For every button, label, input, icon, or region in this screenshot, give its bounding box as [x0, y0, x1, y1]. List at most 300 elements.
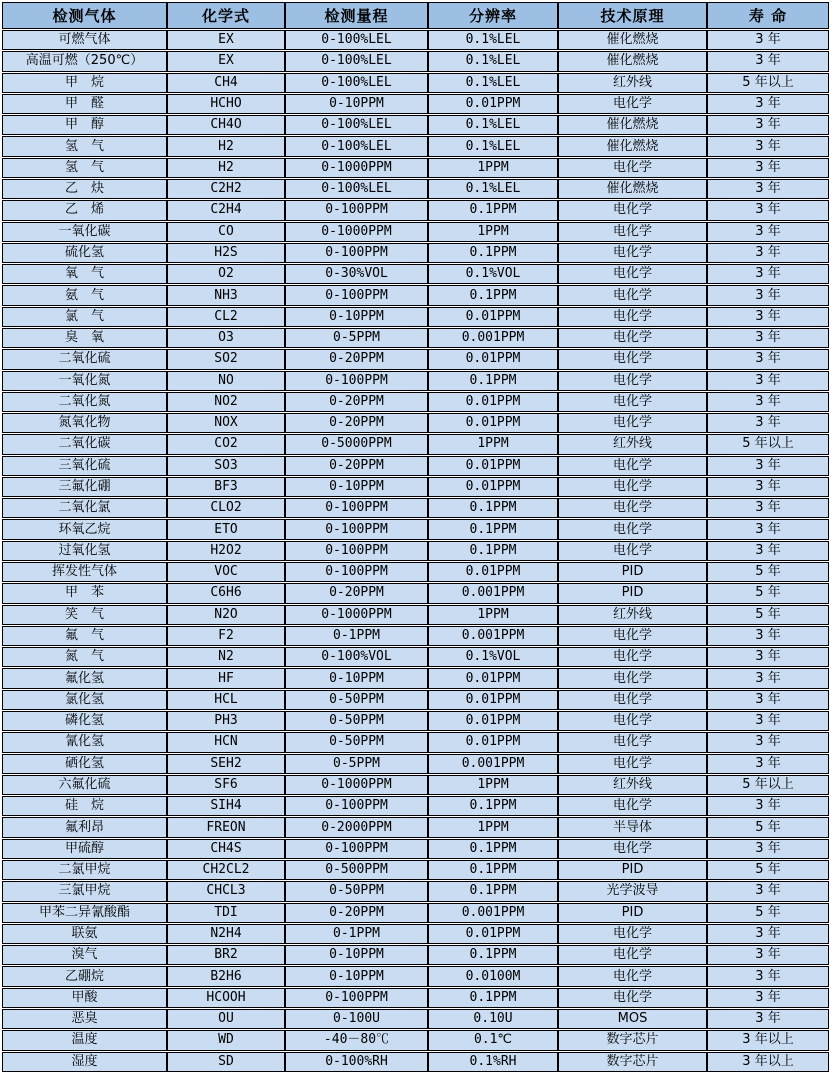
table-row — [2, 222, 829, 242]
cell-lifespan: 3 年 — [707, 1009, 829, 1029]
table-row — [2, 434, 829, 454]
cell-lifespan: 5 年 — [707, 860, 829, 880]
cell-lifespan: 3 年 — [707, 647, 829, 667]
cell-resolution: 0.01PPM — [428, 477, 558, 497]
cell-principle: 电化学 — [558, 988, 707, 1008]
cell-formula: EX — [167, 51, 285, 71]
cell-range: 0-1PPM — [285, 924, 428, 944]
table-row — [2, 966, 829, 986]
cell-formula: CLO2 — [167, 498, 285, 518]
cell-range: 0-10PPM — [285, 477, 428, 497]
cell-range: 0-20PPM — [285, 456, 428, 476]
cell-gas: 溴气 — [2, 945, 167, 965]
table-row — [2, 626, 829, 646]
cell-principle: 电化学 — [558, 647, 707, 667]
cell-formula: HCOOH — [167, 988, 285, 1008]
cell-formula: CHCL3 — [167, 881, 285, 901]
cell-lifespan: 3 年 — [707, 115, 829, 135]
cell-lifespan: 3 年 — [707, 328, 829, 348]
cell-lifespan: 3 年 — [707, 243, 829, 263]
cell-gas: 甲 醇 — [2, 115, 167, 135]
cell-principle: 数字芯片 — [558, 1052, 707, 1073]
cell-resolution: 0.1%LEL — [428, 51, 558, 71]
cell-resolution: 0.1PPM — [428, 881, 558, 901]
cell-formula: O3 — [167, 328, 285, 348]
cell-principle: 红外线 — [558, 73, 707, 93]
cell-lifespan: 5 年 — [707, 583, 829, 603]
column-header-gas: 检测气体 — [2, 2, 167, 29]
table-row — [2, 732, 829, 752]
cell-formula: HCL — [167, 690, 285, 710]
cell-range: 0-100PPM — [285, 988, 428, 1008]
cell-range: 0-100%LEL — [285, 30, 428, 50]
cell-principle: 半导体 — [558, 817, 707, 837]
cell-range: 0-1000PPM — [285, 775, 428, 795]
cell-range: 0-100PPM — [285, 541, 428, 561]
table-row — [2, 1030, 829, 1050]
cell-gas: 甲硫醇 — [2, 839, 167, 859]
cell-principle: 电化学 — [558, 839, 707, 859]
cell-formula: TDI — [167, 903, 285, 923]
table-row — [2, 115, 829, 135]
cell-range: 0-100PPM — [285, 243, 428, 263]
cell-lifespan: 3 年 — [707, 30, 829, 50]
cell-range: 0-100PPM — [285, 562, 428, 582]
cell-lifespan: 3 年 — [707, 158, 829, 178]
cell-lifespan: 3 年 — [707, 924, 829, 944]
table-row — [2, 413, 829, 433]
cell-lifespan: 3 年 — [707, 945, 829, 965]
cell-formula: N2O — [167, 605, 285, 625]
cell-gas: 乙 烯 — [2, 200, 167, 220]
cell-principle: 电化学 — [558, 498, 707, 518]
cell-principle: 红外线 — [558, 775, 707, 795]
cell-resolution: 0.1%LEL — [428, 30, 558, 50]
cell-resolution: 0.01PPM — [428, 732, 558, 752]
cell-lifespan: 3 年 — [707, 988, 829, 1008]
cell-lifespan: 3 年 — [707, 413, 829, 433]
cell-resolution: 0.01PPM — [428, 924, 558, 944]
cell-principle: 电化学 — [558, 519, 707, 539]
cell-formula: N2H4 — [167, 924, 285, 944]
cell-resolution: 0.01PPM — [428, 94, 558, 114]
table-row — [2, 392, 829, 412]
table-row — [2, 605, 829, 625]
cell-principle: 电化学 — [558, 222, 707, 242]
cell-lifespan: 3 年 — [707, 754, 829, 774]
cell-range: 0-1000PPM — [285, 222, 428, 242]
cell-formula: SF6 — [167, 775, 285, 795]
cell-range: 0-50PPM — [285, 711, 428, 731]
cell-principle: 电化学 — [558, 626, 707, 646]
table-row — [2, 881, 829, 901]
cell-gas: 臭 氧 — [2, 328, 167, 348]
cell-range: 0-5000PPM — [285, 434, 428, 454]
cell-lifespan: 3 年以上 — [707, 1030, 829, 1050]
cell-gas: 磷化氢 — [2, 711, 167, 731]
cell-formula: F2 — [167, 626, 285, 646]
cell-resolution: 0.01PPM — [428, 562, 558, 582]
cell-range: 0-5PPM — [285, 328, 428, 348]
cell-gas: 挥发性气体 — [2, 562, 167, 582]
cell-formula: SO2 — [167, 349, 285, 369]
cell-resolution: 0.01PPM — [428, 349, 558, 369]
cell-principle: 电化学 — [558, 94, 707, 114]
cell-formula: BF3 — [167, 477, 285, 497]
cell-range: 0-50PPM — [285, 690, 428, 710]
cell-resolution: 0.1PPM — [428, 796, 558, 816]
cell-principle: 电化学 — [558, 732, 707, 752]
table-row — [2, 754, 829, 774]
cell-principle: 催化燃烧 — [558, 51, 707, 71]
cell-range: 0-10PPM — [285, 307, 428, 327]
cell-formula: C6H6 — [167, 583, 285, 603]
cell-formula: SO3 — [167, 456, 285, 476]
cell-range: 0-10PPM — [285, 945, 428, 965]
cell-principle: PID — [558, 860, 707, 880]
table-row — [2, 158, 829, 178]
column-header-resolution: 分辨率 — [428, 2, 558, 29]
cell-principle: PID — [558, 903, 707, 923]
cell-gas: 氟 气 — [2, 626, 167, 646]
cell-principle: 电化学 — [558, 243, 707, 263]
cell-range: 0-1000PPM — [285, 158, 428, 178]
cell-gas: 氯 气 — [2, 307, 167, 327]
table-row — [2, 200, 829, 220]
cell-principle: 电化学 — [558, 711, 707, 731]
cell-principle: 电化学 — [558, 328, 707, 348]
cell-formula: N2 — [167, 647, 285, 667]
cell-range: 0-100PPM — [285, 839, 428, 859]
cell-principle: 电化学 — [558, 413, 707, 433]
cell-lifespan: 5 年以上 — [707, 434, 829, 454]
cell-formula: CL2 — [167, 307, 285, 327]
table-row — [2, 817, 829, 837]
cell-range: -40－80℃ — [285, 1030, 428, 1050]
cell-range: 0-20PPM — [285, 392, 428, 412]
cell-lifespan: 3 年 — [707, 222, 829, 242]
cell-lifespan: 3 年 — [707, 200, 829, 220]
cell-formula: CO — [167, 222, 285, 242]
table-row — [2, 562, 829, 582]
table-row — [2, 498, 829, 518]
cell-range: 0-100%LEL — [285, 73, 428, 93]
cell-lifespan: 3 年 — [707, 498, 829, 518]
cell-formula: PH3 — [167, 711, 285, 731]
cell-principle: 光学波导 — [558, 881, 707, 901]
cell-resolution: 1PPM — [428, 158, 558, 178]
cell-resolution: 1PPM — [428, 605, 558, 625]
table-row — [2, 690, 829, 710]
cell-lifespan: 3 年 — [707, 179, 829, 199]
cell-resolution: 0.1%LEL — [428, 179, 558, 199]
cell-resolution: 0.01PPM — [428, 413, 558, 433]
cell-gas: 乙 炔 — [2, 179, 167, 199]
cell-lifespan: 5 年 — [707, 903, 829, 923]
cell-resolution: 0.1PPM — [428, 945, 558, 965]
cell-resolution: 0.001PPM — [428, 626, 558, 646]
table-row — [2, 456, 829, 476]
table-row — [2, 285, 829, 305]
table-row — [2, 371, 829, 391]
cell-lifespan: 3 年 — [707, 456, 829, 476]
cell-resolution: 0.0100M — [428, 966, 558, 986]
cell-principle: 电化学 — [558, 924, 707, 944]
cell-formula: SEH2 — [167, 754, 285, 774]
cell-lifespan: 3 年 — [707, 477, 829, 497]
table-header — [2, 2, 829, 29]
cell-gas: 硒化氢 — [2, 754, 167, 774]
cell-range: 0-100PPM — [285, 371, 428, 391]
cell-lifespan: 3 年 — [707, 371, 829, 391]
cell-gas: 三氟化硼 — [2, 477, 167, 497]
cell-range: 0-100PPM — [285, 498, 428, 518]
cell-formula: O2 — [167, 264, 285, 284]
cell-principle: 电化学 — [558, 285, 707, 305]
cell-resolution: 0.01PPM — [428, 456, 558, 476]
cell-resolution: 0.1PPM — [428, 200, 558, 220]
cell-formula: H2O2 — [167, 541, 285, 561]
cell-resolution: 0.1PPM — [428, 839, 558, 859]
cell-resolution: 0.1%LEL — [428, 73, 558, 93]
header-row — [2, 2, 829, 29]
column-header-principle: 技术原理 — [558, 2, 707, 29]
cell-resolution: 0.01PPM — [428, 711, 558, 731]
cell-formula: CH4 — [167, 73, 285, 93]
cell-principle: 催化燃烧 — [558, 30, 707, 50]
table-row — [2, 860, 829, 880]
cell-resolution: 0.01PPM — [428, 690, 558, 710]
cell-range: 0-100%LEL — [285, 51, 428, 71]
cell-gas: 恶臭 — [2, 1009, 167, 1029]
cell-range: 0-500PPM — [285, 860, 428, 880]
cell-resolution: 0.1%VOL — [428, 264, 558, 284]
cell-gas: 一氧化碳 — [2, 222, 167, 242]
cell-formula: ETO — [167, 519, 285, 539]
cell-formula: C2H2 — [167, 179, 285, 199]
table-row — [2, 839, 829, 859]
cell-resolution: 0.1PPM — [428, 988, 558, 1008]
cell-resolution: 0.01PPM — [428, 668, 558, 688]
cell-formula: HCHO — [167, 94, 285, 114]
cell-resolution: 1PPM — [428, 775, 558, 795]
cell-gas: 氟利昂 — [2, 817, 167, 837]
cell-principle: 数字芯片 — [558, 1030, 707, 1050]
cell-range: 0-2000PPM — [285, 817, 428, 837]
table-row — [2, 775, 829, 795]
cell-principle: 电化学 — [558, 477, 707, 497]
table-row — [2, 796, 829, 816]
cell-principle: 红外线 — [558, 434, 707, 454]
cell-formula: OU — [167, 1009, 285, 1029]
cell-formula: B2H6 — [167, 966, 285, 986]
cell-range: 0-100%RH — [285, 1052, 428, 1073]
cell-resolution: 0.001PPM — [428, 583, 558, 603]
table-row — [2, 349, 829, 369]
cell-lifespan: 3 年 — [707, 94, 829, 114]
cell-formula: HCN — [167, 732, 285, 752]
cell-lifespan: 3 年 — [707, 732, 829, 752]
table-row — [2, 583, 829, 603]
cell-lifespan: 5 年 — [707, 562, 829, 582]
cell-range: 0-100%LEL — [285, 115, 428, 135]
cell-range: 0-100%LEL — [285, 136, 428, 156]
cell-principle: PID — [558, 562, 707, 582]
cell-principle: 电化学 — [558, 966, 707, 986]
cell-range: 0-20PPM — [285, 413, 428, 433]
cell-principle: 电化学 — [558, 200, 707, 220]
table-row — [2, 307, 829, 327]
cell-gas: 甲酸 — [2, 988, 167, 1008]
cell-gas: 湿度 — [2, 1052, 167, 1073]
cell-resolution: 0.01PPM — [428, 392, 558, 412]
cell-formula: SIH4 — [167, 796, 285, 816]
column-header-range: 检测量程 — [285, 2, 428, 29]
cell-gas: 过氧化氢 — [2, 541, 167, 561]
table-row — [2, 179, 829, 199]
cell-gas: 一氧化氮 — [2, 371, 167, 391]
cell-gas: 硅 烷 — [2, 796, 167, 816]
cell-lifespan: 3 年 — [707, 881, 829, 901]
cell-gas: 氢 气 — [2, 158, 167, 178]
cell-gas: 二氧化氮 — [2, 392, 167, 412]
cell-gas: 氨 气 — [2, 285, 167, 305]
cell-principle: 电化学 — [558, 392, 707, 412]
cell-gas: 笑 气 — [2, 605, 167, 625]
cell-resolution: 0.1PPM — [428, 519, 558, 539]
cell-lifespan: 5 年 — [707, 817, 829, 837]
table-row — [2, 477, 829, 497]
cell-gas: 三氧化硫 — [2, 456, 167, 476]
table-row — [2, 136, 829, 156]
cell-range: 0-20PPM — [285, 903, 428, 923]
cell-gas: 甲 烷 — [2, 73, 167, 93]
cell-gas: 氮氧化物 — [2, 413, 167, 433]
cell-range: 0-100PPM — [285, 796, 428, 816]
cell-principle: 电化学 — [558, 541, 707, 561]
table-row — [2, 243, 829, 263]
cell-gas: 二氯甲烷 — [2, 860, 167, 880]
cell-resolution: 0.1℃ — [428, 1030, 558, 1050]
cell-principle: 电化学 — [558, 371, 707, 391]
cell-resolution: 1PPM — [428, 817, 558, 837]
cell-resolution: 0.1PPM — [428, 371, 558, 391]
cell-gas: 环氧乙烷 — [2, 519, 167, 539]
cell-gas: 硫化氢 — [2, 243, 167, 263]
cell-range: 0-100U — [285, 1009, 428, 1029]
cell-lifespan: 3 年 — [707, 519, 829, 539]
cell-formula: CH4O — [167, 115, 285, 135]
cell-lifespan: 3 年 — [707, 51, 829, 71]
cell-principle: 催化燃烧 — [558, 115, 707, 135]
cell-principle: 电化学 — [558, 264, 707, 284]
cell-formula: HF — [167, 668, 285, 688]
cell-range: 0-100PPM — [285, 519, 428, 539]
table-row — [2, 541, 829, 561]
table-row — [2, 30, 829, 50]
cell-principle: 催化燃烧 — [558, 179, 707, 199]
cell-formula: WD — [167, 1030, 285, 1050]
cell-lifespan: 3 年以上 — [707, 1052, 829, 1073]
cell-formula: CH4S — [167, 839, 285, 859]
cell-formula: SD — [167, 1052, 285, 1073]
cell-principle: 电化学 — [558, 690, 707, 710]
table-row — [2, 51, 829, 71]
cell-formula: VOC — [167, 562, 285, 582]
cell-gas: 联氨 — [2, 924, 167, 944]
cell-resolution: 0.1PPM — [428, 860, 558, 880]
cell-gas: 氢 气 — [2, 136, 167, 156]
cell-gas: 甲苯二异氰酸酯 — [2, 903, 167, 923]
table-row — [2, 328, 829, 348]
cell-gas: 氯化氢 — [2, 690, 167, 710]
cell-principle: 电化学 — [558, 945, 707, 965]
cell-gas: 二氧化氯 — [2, 498, 167, 518]
cell-resolution: 0.1PPM — [428, 541, 558, 561]
cell-principle: 红外线 — [558, 605, 707, 625]
cell-formula: H2 — [167, 158, 285, 178]
cell-formula: CH2CL2 — [167, 860, 285, 880]
cell-gas: 二氧化碳 — [2, 434, 167, 454]
cell-gas: 乙硼烷 — [2, 966, 167, 986]
column-header-formula: 化学式 — [167, 2, 285, 29]
cell-resolution: 0.1%VOL — [428, 647, 558, 667]
table-row — [2, 73, 829, 93]
cell-resolution: 0.1%LEL — [428, 115, 558, 135]
cell-principle: MOS — [558, 1009, 707, 1029]
cell-gas: 氮 气 — [2, 647, 167, 667]
cell-formula: NOX — [167, 413, 285, 433]
cell-range: 0-50PPM — [285, 732, 428, 752]
table-body — [2, 30, 829, 1072]
table-row — [2, 1009, 829, 1029]
cell-range: 0-100PPM — [285, 285, 428, 305]
cell-gas: 二氧化硫 — [2, 349, 167, 369]
cell-range: 0-20PPM — [285, 583, 428, 603]
cell-principle: 电化学 — [558, 668, 707, 688]
cell-lifespan: 3 年 — [707, 349, 829, 369]
cell-resolution: 0.1PPM — [428, 498, 558, 518]
cell-lifespan: 5 年以上 — [707, 775, 829, 795]
cell-range: 0-10PPM — [285, 966, 428, 986]
cell-formula: CO2 — [167, 434, 285, 454]
cell-resolution: 0.1PPM — [428, 285, 558, 305]
cell-gas: 六氟化硫 — [2, 775, 167, 795]
cell-range: 0-10PPM — [285, 668, 428, 688]
cell-lifespan: 3 年 — [707, 307, 829, 327]
cell-gas: 氧 气 — [2, 264, 167, 284]
cell-formula: BR2 — [167, 945, 285, 965]
cell-range: 0-1PPM — [285, 626, 428, 646]
cell-principle: 电化学 — [558, 754, 707, 774]
cell-lifespan: 5 年以上 — [707, 73, 829, 93]
cell-resolution: 0.1%RH — [428, 1052, 558, 1073]
cell-gas: 高温可燃（250℃） — [2, 51, 167, 71]
cell-gas: 甲 醛 — [2, 94, 167, 114]
cell-lifespan: 3 年 — [707, 264, 829, 284]
cell-resolution: 0.10U — [428, 1009, 558, 1029]
cell-formula: NO — [167, 371, 285, 391]
column-header-lifespan: 寿 命 — [707, 2, 829, 29]
table-row — [2, 94, 829, 114]
cell-lifespan: 3 年 — [707, 668, 829, 688]
cell-principle: PID — [558, 583, 707, 603]
cell-lifespan: 3 年 — [707, 392, 829, 412]
cell-resolution: 1PPM — [428, 222, 558, 242]
table-row — [2, 924, 829, 944]
cell-principle: 电化学 — [558, 158, 707, 178]
table-row — [2, 1052, 829, 1073]
